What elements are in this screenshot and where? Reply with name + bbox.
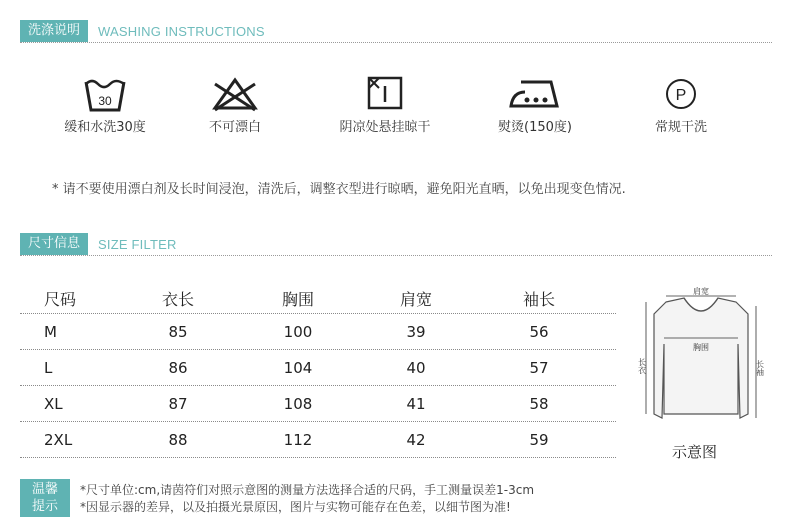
header-cell: 胸围 — [281, 290, 314, 309]
tips-line1: *尺寸单位:cm,请茵符们对照示意图的测量方法选择合适的尺码，手工测量误差1-3cm — [80, 483, 535, 497]
tips-badge-line2: 提示 — [31, 499, 58, 514]
size-table-header — [20, 284, 616, 314]
wash-30-icon — [83, 74, 127, 112]
table-cell: 59 — [529, 430, 549, 449]
care-item-dryclean — [616, 74, 746, 135]
table-cell: L — [44, 358, 53, 377]
care-note: * 请不要使用漂白剂及长时间浸泡，清洗后，调整衣型进行晾晒，避免阳光直晒，以免出现变色情况. — [52, 182, 626, 197]
table-cell: 56 — [529, 322, 549, 341]
header-cell: 尺码 — [44, 290, 77, 309]
washing-section-header — [20, 20, 265, 42]
care-label-dryclean: 常规干洗 — [654, 120, 707, 135]
table-cell: 86 — [168, 358, 188, 377]
size-title-cn: 尺寸信息 — [20, 233, 88, 255]
header-cell: 袖长 — [522, 290, 555, 309]
table-cell: 39 — [406, 322, 426, 341]
care-label-iron: 熨烫(150度) — [498, 120, 572, 135]
table-cell: 2XL — [44, 430, 73, 449]
care-item-bleach — [170, 74, 300, 135]
care-item-dry — [320, 74, 450, 135]
care-label-bleach: 不可漂白 — [208, 120, 261, 135]
table-cell: 88 — [168, 430, 188, 449]
sweater-measurement-diagram — [636, 284, 766, 454]
iron-150-icon — [507, 74, 563, 112]
shoulder-label: 肩宽 — [693, 287, 709, 296]
care-item-wash — [40, 74, 170, 135]
tips-text — [80, 482, 534, 516]
size-section-header — [20, 233, 177, 255]
table-row — [20, 314, 616, 350]
table-row — [20, 350, 616, 386]
care-icons-row — [40, 74, 770, 150]
length-label: 长衣 — [637, 358, 647, 374]
divider — [20, 255, 772, 256]
sleeve-label: 长袖 — [755, 360, 765, 376]
header-cell: 衣长 — [161, 290, 194, 309]
table-cell: 85 — [168, 322, 188, 341]
table-cell: XL — [44, 394, 63, 413]
table-cell: 112 — [283, 430, 313, 449]
washing-title-en: WASHING INSTRUCTIONS — [98, 23, 265, 39]
svg-text:30: 30 — [98, 94, 112, 108]
diagram-caption: 示意图 — [672, 443, 718, 461]
table-cell: 108 — [283, 394, 313, 413]
tips-badge-line1: 温馨 — [31, 482, 58, 497]
no-bleach-icon — [207, 74, 263, 112]
table-cell: 40 — [406, 358, 426, 377]
divider — [20, 42, 772, 43]
svg-text:P: P — [675, 87, 687, 104]
table-cell: M — [44, 322, 57, 341]
table-cell: 41 — [406, 394, 426, 413]
table-cell: 57 — [529, 358, 549, 377]
size-table — [20, 284, 616, 458]
table-row — [20, 386, 616, 422]
dry-clean-p-icon — [661, 74, 701, 112]
table-row — [20, 422, 616, 458]
care-label-dry: 阴凉处悬挂晾干 — [339, 120, 431, 135]
table-cell: 104 — [283, 358, 313, 377]
table-cell: 42 — [406, 430, 426, 449]
table-cell: 100 — [283, 322, 313, 341]
chest-label: 胸围 — [693, 343, 709, 352]
care-item-iron — [470, 74, 600, 135]
tips-badge — [20, 479, 70, 517]
care-label-wash: 缓和水洗30度 — [64, 120, 146, 135]
size-title-en: SIZE FILTER — [98, 236, 177, 252]
header-cell: 肩宽 — [399, 290, 432, 309]
tips-line2: *因显示器的差异，以及拍摄光景原因，图片与实物可能存在色差，以细节图为准! — [80, 500, 511, 514]
washing-title-cn: 洗涤说明 — [20, 20, 88, 42]
table-cell: 87 — [168, 394, 188, 413]
line-dry-shade-icon — [365, 74, 405, 112]
table-cell: 58 — [529, 394, 549, 413]
